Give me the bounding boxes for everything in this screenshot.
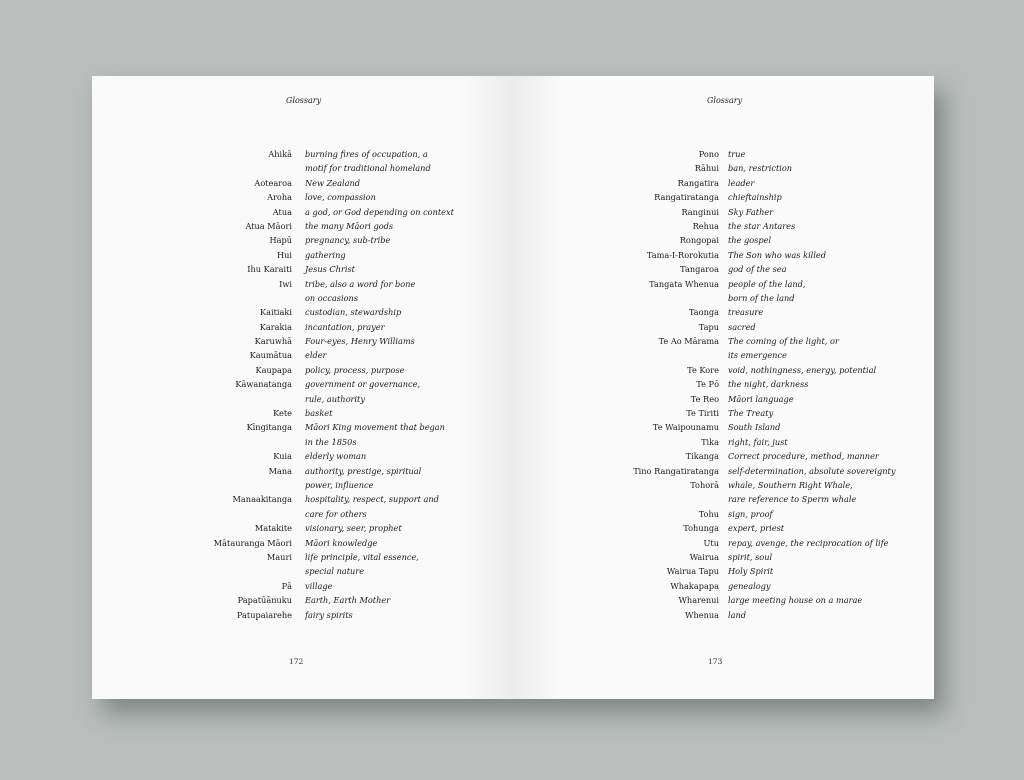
glossary-row [92,161,513,175]
glossary-definition: visionary, seer, prophet [305,523,402,534]
glossary-definition: god of the sea [728,264,787,275]
glossary-term: Iwi [279,278,292,289]
glossary-term: Atua Māori [245,220,292,231]
glossary-term: Rangatiratanga [654,192,719,203]
glossary-row [92,248,513,262]
glossary-definition: treasure [728,307,764,318]
glossary-definition: right, fair, just [728,436,788,447]
glossary-term: Kīngitanga [246,422,292,433]
glossary-term: Kaumātua [249,350,292,361]
glossary-definition: motif for traditional homeland [305,163,431,174]
glossary-definition: custodian, stewardship [305,307,402,318]
glossary-row [513,348,934,362]
glossary-definition: Jesus Christ [305,264,355,275]
glossary-definition: special nature [305,566,365,577]
glossary-definition: Earth, Earth Mother [305,595,391,606]
glossary-definition: true [728,149,746,159]
glossary-term: Kete [273,408,292,419]
glossary-term: Kuia [273,451,292,462]
glossary-row [92,334,513,348]
glossary-term: Te Tiriti [686,408,719,419]
glossary-row [92,348,513,362]
glossary-definition: New Zealand [305,177,361,188]
glossary-definition: fairy spirits [305,609,353,620]
glossary-term: Ahikā [268,149,292,159]
glossary-definition: in the 1850s [305,436,357,447]
glossary-row [92,392,513,406]
glossary-row [513,564,934,578]
glossary-row [92,564,513,578]
glossary-definition: sign, proof [728,508,773,519]
glossary-definition: government or governance, [305,379,421,390]
glossary-term: Wharenui [678,595,719,606]
glossary-definition: The Treaty [728,408,774,419]
glossary-term: Hapū [269,235,292,246]
glossary-definition: genealogy [728,580,771,591]
glossary-term: Wairua Tapu [666,566,719,577]
glossary-definition: Sky Father [728,206,774,217]
right-page [513,76,934,699]
glossary-row [513,406,934,420]
glossary-row [513,464,934,478]
glossary-definition: its emergence [728,350,787,361]
glossary-term: Wairua [689,551,719,562]
glossary-term: Tohunga [683,523,719,534]
glossary-term: Hui [276,249,292,260]
glossary-definition: hospitality, respect, support and [305,494,439,505]
glossary-term: Ihu Karaiti [247,264,292,275]
glossary-row [513,478,934,492]
glossary-definition: land [728,609,747,620]
glossary-row [92,536,513,550]
glossary-term: Pono [698,149,719,159]
glossary-row [92,377,513,391]
glossary-definition: The coming of the light, or [728,336,839,347]
glossary-row [92,406,513,420]
glossary-definition: sacred [728,321,756,332]
glossary-term: Tika [701,436,719,447]
glossary-definition: tribe, also a word for bone [305,278,416,289]
glossary-definition: chieftainship [728,192,782,203]
glossary-definition: gathering [305,249,346,260]
glossary-row [513,392,934,406]
glossary-definition: a god, or God depending on context [305,206,454,217]
glossary-definition: self-determination, absolute sovereignty [728,465,896,476]
glossary-row [92,147,513,161]
glossary-definition: Holy Spirit [728,566,774,577]
glossary-definition: life principle, vital essence, [305,551,419,562]
glossary-definition: love, compassion [305,192,376,203]
glossary-term: Tohorā [690,479,719,490]
glossary-term: Te Reo [690,393,719,404]
glossary-definition: spirit, soul [728,551,773,562]
glossary-row [513,536,934,550]
glossary-row [513,262,934,276]
glossary-row [513,176,934,190]
glossary-term: Tapu [698,321,719,332]
glossary-row [513,305,934,319]
glossary-definition: elder [305,350,327,361]
glossary-definition: the night, darkness [728,379,809,390]
glossary-entries [513,147,934,622]
glossary-row [92,435,513,449]
glossary-row [92,205,513,219]
glossary-row [92,507,513,521]
glossary-term: Rangatira [677,177,719,188]
glossary-row [513,161,934,175]
glossary-term: Tama-I-Rorokutia [646,249,719,260]
page-number: 172 [289,657,304,666]
glossary-definition: rule, authority [305,393,365,404]
glossary-row [92,521,513,535]
glossary-term: Mauri [266,551,292,562]
book-spread [92,76,934,699]
glossary-row [92,291,513,305]
glossary-row [92,464,513,478]
glossary-row [92,420,513,434]
glossary-term: Kaitiaki [260,307,292,318]
glossary-row [513,449,934,463]
glossary-term: Taonga [688,307,719,318]
glossary-row [513,579,934,593]
glossary-definition: repay, avenge, the reciprocation of life [728,537,889,548]
glossary-definition: Māori King movement that began [305,422,445,433]
glossary-row [92,608,513,622]
glossary-definition: pregnancy, sub-tribe [305,235,391,246]
glossary-definition: burning fires of occupation, a [305,149,428,159]
glossary-term: Te Pō [696,379,719,390]
glossary-definition: policy, process, purpose [305,364,405,375]
glossary-term: Aroha [267,192,292,203]
glossary-definition: Māori knowledge [305,537,378,548]
glossary-term: Rongopai [679,235,719,246]
glossary-term: Tikanga [685,451,719,462]
glossary-definition: whale, Southern Right Whale, [728,479,853,490]
glossary-row [92,593,513,607]
glossary-definition: rare reference to Sperm whale [728,494,857,505]
glossary-row [513,435,934,449]
glossary-row [92,190,513,204]
glossary-definition: Correct procedure, method, manner [728,451,879,462]
glossary-definition: Māori language [728,393,794,404]
glossary-term: Pā [281,580,292,591]
glossary-term: Mātauranga Māori [213,537,292,548]
glossary-term: Te Kore [687,364,719,375]
glossary-row [92,262,513,276]
glossary-term: Te Ao Mārama [658,336,719,347]
glossary-row [513,248,934,262]
glossary-row [92,305,513,319]
glossary-definition: incantation, prayer [305,321,385,332]
glossary-row [92,363,513,377]
glossary-row [513,377,934,391]
glossary-term: Mana [268,465,292,476]
glossary-term: Whenua [685,609,719,620]
left-page [92,76,513,699]
glossary-definition: expert, priest [728,523,785,534]
glossary-definition: ban, restriction [728,163,793,174]
glossary-term: Karuwhā [254,336,292,347]
glossary-term: Whakapapa [670,580,719,591]
glossary-entries [92,147,513,622]
glossary-term: Rāhui [694,163,719,174]
glossary-row [92,219,513,233]
glossary-row [513,550,934,564]
glossary-definition: large meeting house on a marae [728,595,863,606]
glossary-row [92,579,513,593]
glossary-row [513,147,934,161]
glossary-row [513,277,934,291]
glossary-definition: the gospel [728,235,772,246]
glossary-term: Karakia [259,321,292,332]
glossary-term: Tangaroa [680,264,719,275]
glossary-row [92,320,513,334]
glossary-row [92,233,513,247]
glossary-row [513,420,934,434]
glossary-term: Te Waipounamu [652,422,719,433]
glossary-definition: the star Antares [728,220,796,231]
glossary-term: Tangata Whenua [649,278,719,289]
glossary-row [513,492,934,506]
glossary-term: Ranginui [681,206,719,217]
glossary-term: Tohu [698,508,719,519]
glossary-row [513,291,934,305]
glossary-row [92,449,513,463]
glossary-row [513,363,934,377]
running-head: Glossary [286,96,322,105]
glossary-definition: The Son who was killed [728,249,827,260]
running-head: Glossary [707,96,743,105]
glossary-definition: South Island [728,422,781,433]
glossary-row [513,593,934,607]
glossary-definition: the many Māori gods [305,220,394,231]
glossary-row [92,478,513,492]
glossary-definition: leader [728,177,755,188]
glossary-row [513,507,934,521]
glossary-definition: born of the land [728,292,795,303]
glossary-row [92,176,513,190]
glossary-term: Matakite [254,523,292,534]
glossary-definition: basket [305,408,333,419]
glossary-row [513,219,934,233]
glossary-row [513,320,934,334]
glossary-term: Patupaiarehe [236,609,292,620]
glossary-definition: void, nothingness, energy, potential [728,364,877,375]
glossary-row [513,205,934,219]
glossary-term: Atua [272,206,292,217]
glossary-term: Kaupapa [255,364,292,375]
glossary-term: Kāwanatanga [235,379,292,390]
glossary-row [92,277,513,291]
glossary-row [513,608,934,622]
glossary-term: Manaakitanga [232,494,292,505]
glossary-definition: people of the land, [728,278,806,289]
glossary-definition: care for others [305,508,367,519]
glossary-definition: authority, prestige, spiritual [305,465,422,476]
glossary-term: Papatūānuku [237,595,292,606]
glossary-row [513,521,934,535]
glossary-definition: village [305,580,333,591]
glossary-row [513,334,934,348]
glossary-row [92,550,513,564]
glossary-term: Tino Rangatiratanga [633,465,719,476]
glossary-row [513,190,934,204]
glossary-definition: power, influence [305,479,374,490]
glossary-definition: elderly woman [305,451,367,462]
glossary-definition: on occasions [305,292,359,303]
glossary-definition: Four-eyes, Henry Williams [305,336,415,347]
glossary-term: Rehua [692,220,719,231]
page-number: 173 [708,657,723,666]
glossary-term: Utu [703,537,719,548]
glossary-row [513,233,934,247]
glossary-term: Aotearoa [254,177,292,188]
glossary-row [92,492,513,506]
